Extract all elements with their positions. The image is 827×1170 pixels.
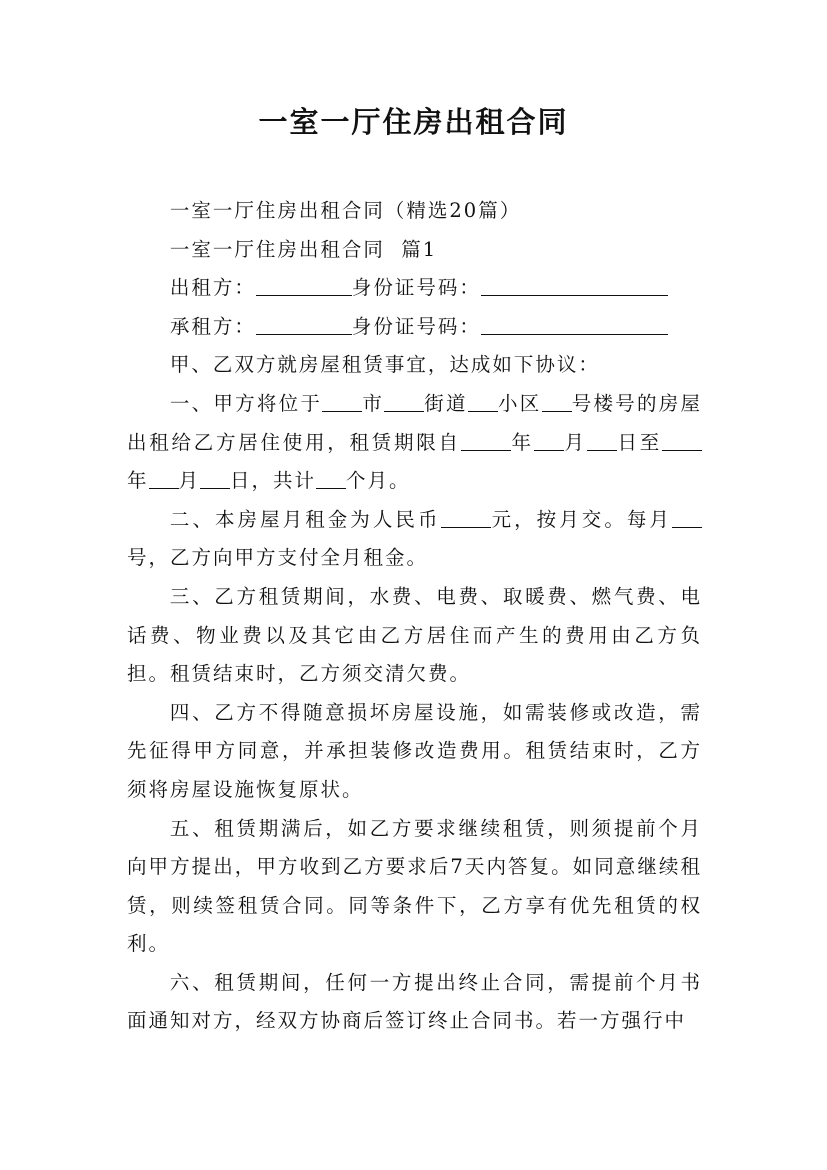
- start-month-blank: [534, 430, 564, 451]
- document-body: [127, 192, 702, 1041]
- paragraph-lessee: [127, 308, 702, 347]
- document-title: 一室一厅住房出租合同: [258, 105, 569, 139]
- lessor-id-label: 身份证号码：: [351, 276, 481, 300]
- building-blank: [542, 391, 572, 412]
- lessee-id-blank: [481, 314, 668, 335]
- paragraph-clause-4: 四、乙方不得随意损坏房屋设施，如需装修或改造，需先征得甲方同意，并承担装修改造费用。租赁结束时，乙方须将房屋设施恢复原状。: [127, 700, 702, 801]
- paragraph-agreement-intro: 甲、乙双方就房屋租赁事宜，达成如下协议：: [169, 353, 600, 377]
- clause-1-text: 街道: [424, 391, 468, 415]
- paragraph-contract-collection-title: 一室一厅住房出租合同（精选20篇）: [169, 199, 522, 222]
- community-blank: [468, 391, 498, 412]
- payment-day-blank: [672, 507, 702, 528]
- clause-1-text: 月: [563, 430, 587, 454]
- paragraph-article-number: 一室一厅住房出租合同 篇1: [169, 237, 438, 261]
- clause-2-text: 号，乙方向甲方支付全月租金。: [127, 546, 429, 570]
- clause-1-text: 一、甲方将位于: [169, 391, 323, 415]
- start-day-blank: [587, 430, 617, 451]
- total-months-blank: [316, 469, 346, 490]
- end-year-blank: [662, 430, 702, 451]
- clause-1-text: 个月。: [346, 469, 411, 493]
- clause-1-text: 市: [362, 391, 385, 415]
- lessor-id-blank: [481, 276, 668, 297]
- clause-1-text: 日至: [616, 430, 662, 454]
- lessee-label: 承租方：: [169, 314, 256, 338]
- end-day-blank: [200, 469, 230, 490]
- paragraph-clause-6: 六、租赁期间，任何一方提出终止合同，需提前个月书面通知对方，经双方协商后签订终止合同书。若一方强行中: [127, 970, 702, 1033]
- clause-1-text: 小区: [497, 391, 542, 415]
- paragraph-clause-5: 五、租赁期满后，如乙方要求继续租赁，则须提前个月向甲方提出，甲方收到乙方要求后7天内答复。如同意继续租赁，则续签租赁合同。同等条件下，乙方享有优先租赁的权利。: [127, 816, 702, 956]
- lessee-name-blank: [256, 314, 352, 335]
- clause-1-text: 日，共计: [230, 469, 317, 493]
- lessor-label: 出租方：: [169, 276, 256, 300]
- clause-1-text: 年: [510, 430, 534, 454]
- paragraph-lessor: [127, 269, 702, 308]
- clause-1-text: 月: [178, 469, 201, 493]
- clause-2-text: 二、本房屋月租金为人民币: [169, 507, 441, 531]
- city-blank: [322, 391, 362, 412]
- lessor-name-blank: [256, 276, 352, 297]
- paragraph-clause-2: [127, 501, 702, 578]
- street-blank: [384, 391, 424, 412]
- clause-1-text: 号楼号的房屋出租给乙方居住使用，租赁期限自: [127, 391, 702, 454]
- clause-2-text: 元，按月交。每月: [490, 507, 672, 531]
- lessee-id-label: 身份证号码：: [351, 314, 481, 338]
- paragraph-clause-3: 三、乙方租赁期间，水费、电费、取暖费、燃气费、电话费、物业费以及其它由乙方居住而产生的费用由乙方负担。租赁结束时，乙方须交清欠费。: [127, 584, 702, 686]
- clause-1-text: 年: [127, 469, 149, 493]
- rent-amount-blank: [441, 507, 491, 528]
- start-year-blank: [461, 430, 511, 451]
- paragraph-clause-1: [127, 385, 702, 501]
- end-month-blank: [149, 469, 179, 490]
